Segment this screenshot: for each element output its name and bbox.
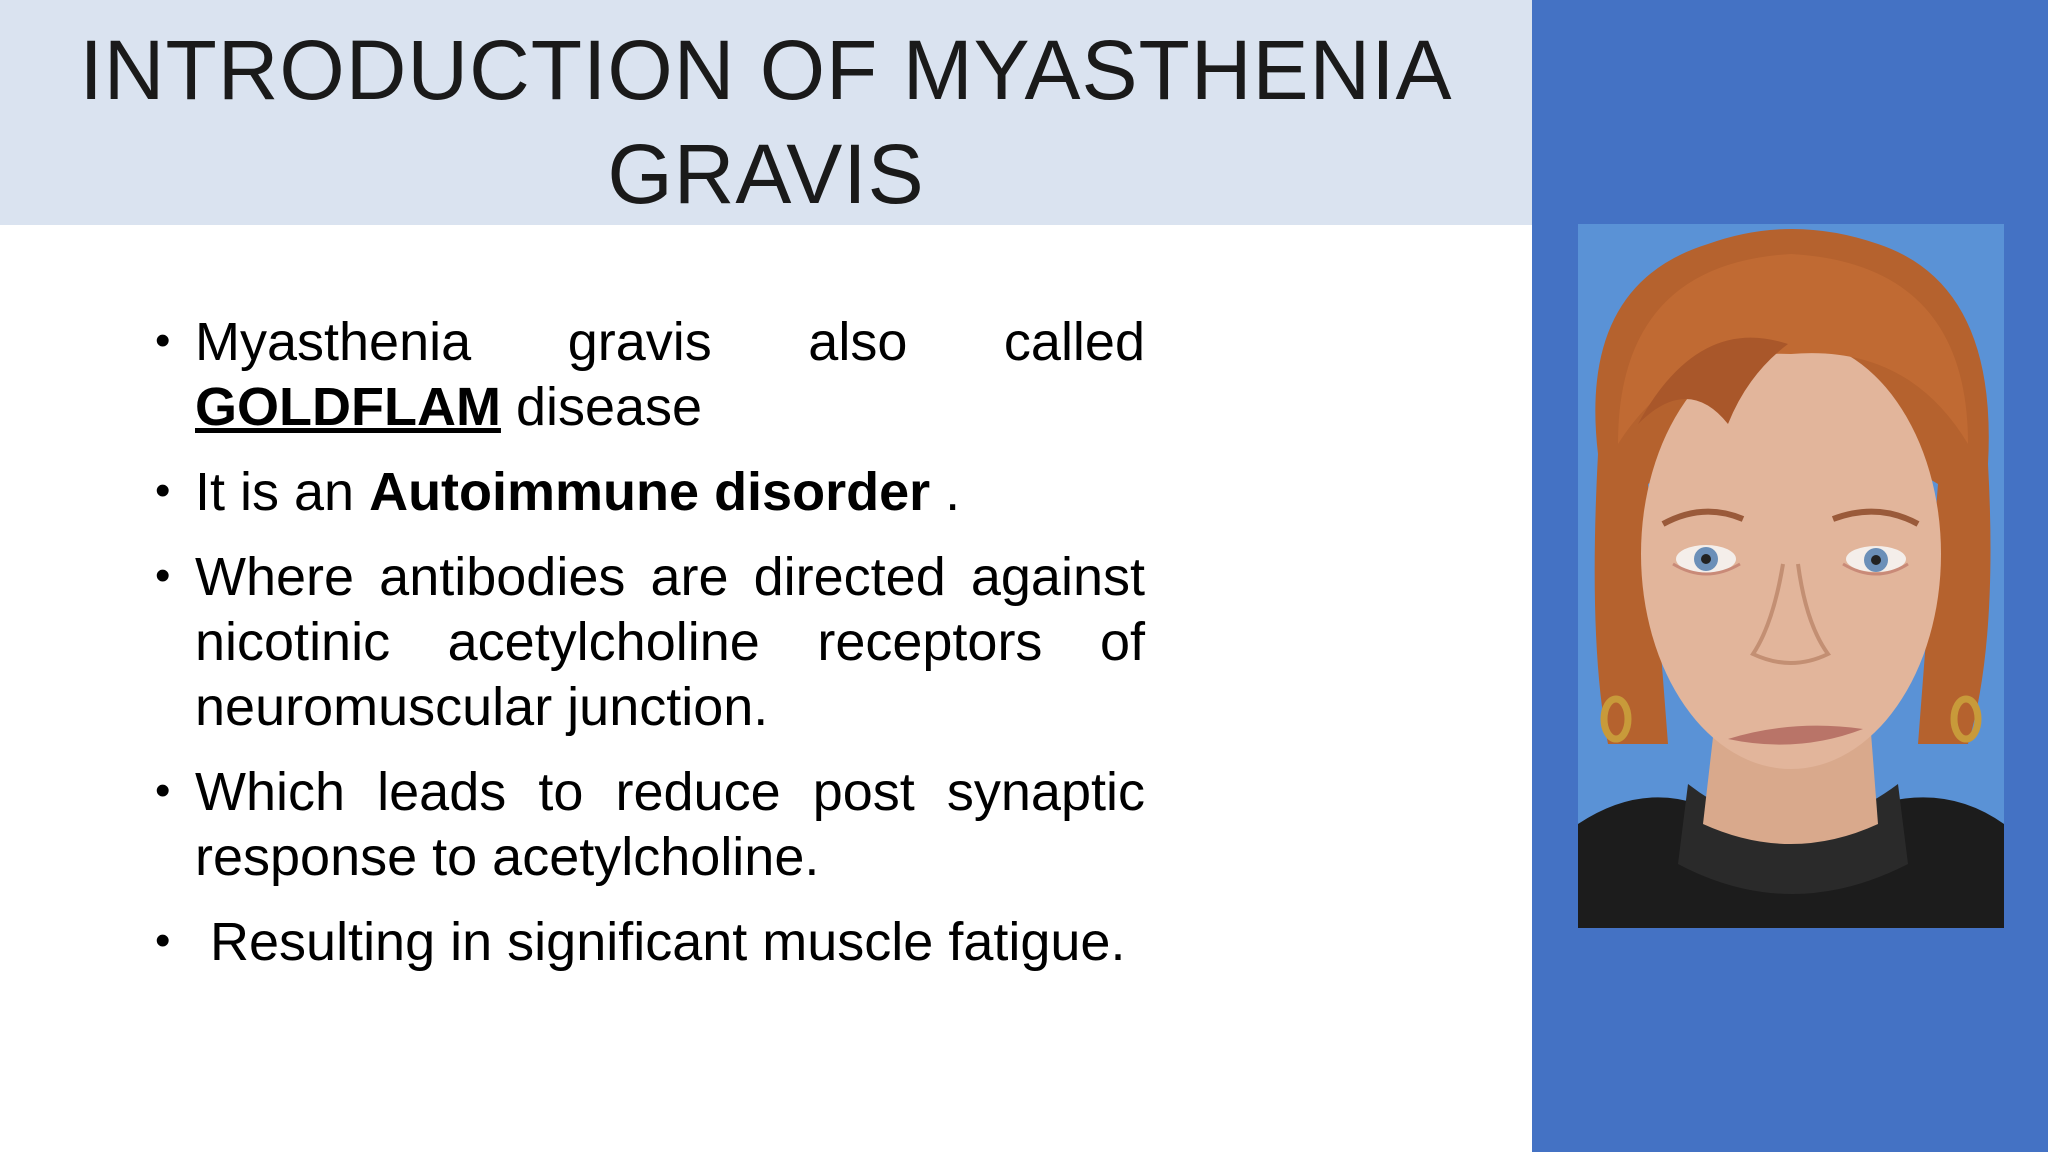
bullet-3-text: Where antibodies are directed against nicotinic acetylcholine receptors of neuromuscular junction. [195, 547, 1145, 737]
bullet-list [155, 310, 1145, 995]
bullet-post-synaptic [155, 760, 1145, 890]
bullet-autoimmune [155, 460, 1145, 525]
bullet-antibodies [155, 545, 1145, 740]
autoimmune-term: Autoimmune disorder [369, 462, 931, 522]
bullet-1-line-2 [195, 375, 1145, 440]
bullet-1-word-4: called [1003, 312, 1145, 372]
bullet-4-text: Which leads to reduce post synaptic response to acetylcholine. [195, 762, 1145, 887]
bullet-5-text: Resulting in significant muscle fatigue. [195, 912, 1126, 972]
bullet-1-word-1: • Myasthenia [195, 312, 472, 372]
bullet-1-word-3: also [808, 312, 908, 372]
patient-face-illustration [1578, 224, 2004, 928]
bullet-1-line-1 [195, 310, 1145, 375]
title-line-2: GRAVIS [607, 127, 925, 221]
bullet-1-word-2: gravis [567, 312, 712, 372]
slide-title [0, 18, 1532, 226]
patient-photo [1578, 224, 2004, 928]
bullet-goldflam [155, 310, 1145, 440]
bullet-2-prefix: It is an [195, 462, 370, 522]
bullet-2-suffix: . [930, 462, 961, 522]
goldflam-term: GOLDFLAM [195, 377, 501, 437]
bullet-muscle-fatigue [155, 910, 1145, 975]
bullet-1-rest: disease [500, 377, 703, 437]
title-line-1: INTRODUCTION OF MYASTHENIA [79, 23, 1453, 117]
